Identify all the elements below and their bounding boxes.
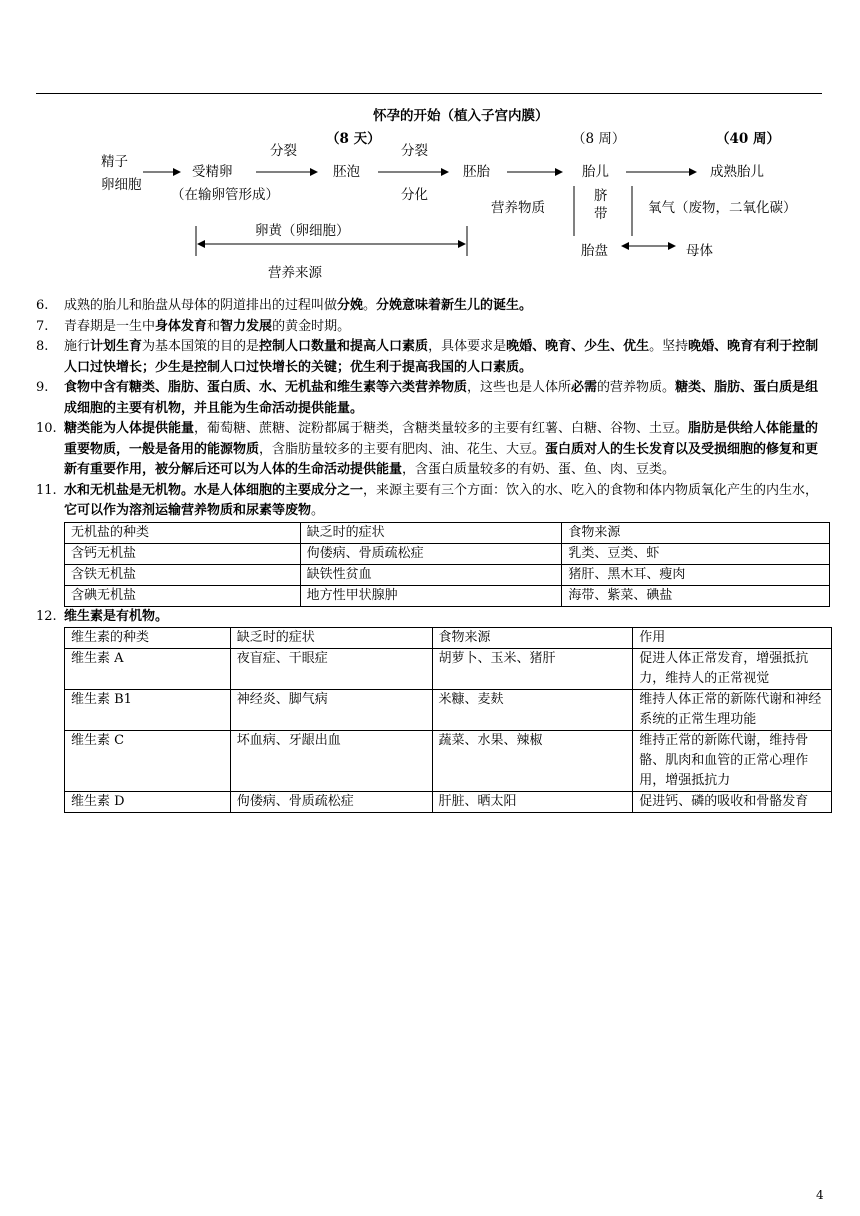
item-text: 为基本国策的目的是 — [142, 339, 260, 354]
item-text: 青春期是一生中 — [64, 318, 156, 334]
item-text: ，葡萄糖、蔗糖、淀粉都属于糖类，含糖类量较多的主要有红薯、白糖、谷物、土豆。 — [194, 421, 689, 436]
table-cell: 含碘无机盐 — [65, 585, 301, 606]
table-header-cell: 维生素的种类 — [65, 628, 231, 649]
table-cell: 坏血病、牙龈出血 — [230, 731, 432, 792]
label-umbilical-cord: 脐带 — [594, 188, 608, 222]
item-text: ，具体要求是 — [428, 339, 507, 354]
item-text: 糖类、脂肪、蛋白质是组成细胞的主要有机物，并且能为生命活动提供能量。 — [64, 380, 819, 416]
item-text: 身体发育 — [155, 318, 208, 334]
pregnancy-diagram — [0, 0, 860, 300]
item-text: 必需 — [571, 380, 598, 395]
label-8-days: （8 天） — [326, 131, 381, 147]
item-text: 计划生育 — [90, 339, 143, 354]
label-placenta: 胎盘 — [581, 243, 608, 259]
diagram-arrows — [0, 0, 860, 300]
table-cell: 维持人体正常的新陈代谢和神经系统的正常生理功能 — [633, 690, 832, 731]
table-cell: 维生素 D — [65, 792, 231, 813]
table-row — [65, 543, 830, 564]
table-cell: 含铁无机盐 — [65, 564, 301, 585]
table-header-cell: 缺乏时的症状 — [300, 522, 562, 543]
table-row — [65, 564, 830, 585]
table-cell: 维生素 B1 — [65, 690, 231, 731]
item-text: ，含脂肪量较多的主要有肥肉、油、花生、大豆。 — [259, 441, 546, 457]
page-number: 4 — [816, 1188, 824, 1202]
list-item — [36, 419, 828, 481]
table-cell: 佝偻病、骨质疏松症 — [230, 792, 432, 813]
item-text: 和 — [207, 318, 221, 334]
table-cell: 米糠、麦麸 — [432, 690, 633, 731]
item-text: 成熟的胎儿和胎盘从母体的阴道排出的过程叫做 — [64, 298, 338, 313]
list-item — [36, 481, 828, 522]
table-cell: 乳类、豆类、虾 — [562, 543, 830, 564]
item-number: 9. — [36, 380, 49, 395]
table-header-row — [65, 628, 832, 649]
label-oxygen: 氧气（废物，二氧化碳） — [648, 200, 797, 216]
label-split-1: 分裂 — [270, 143, 297, 159]
table-cell: 缺铁性贫血 — [300, 564, 562, 585]
list-item — [36, 337, 828, 378]
table-row — [65, 731, 832, 792]
label-40-weeks: （40 周） — [716, 131, 780, 147]
item-text: ，含蛋白质量较多的有奶、蛋、鱼、肉、豆类。 — [402, 462, 676, 477]
item-text: 。 — [363, 298, 377, 313]
table-header-cell: 无机盐的种类 — [65, 522, 301, 543]
list-item — [36, 378, 828, 419]
item-text: 晚婚、晚育、少生、优生 — [506, 339, 650, 354]
item-text: 智力发展 — [220, 318, 273, 334]
label-fetus: 胎儿 — [582, 164, 609, 180]
list-item-12 — [36, 607, 828, 628]
item-text: 分娩 — [337, 298, 364, 313]
table-cell: 佝偻病、骨质疏松症 — [300, 543, 562, 564]
item-text: 晚婚、晚育有利于控制人口过快增长；少生是控制人口过快增长的关键；优生利于提高我国的人口素质。 — [64, 339, 819, 375]
item-number: 11. — [36, 482, 57, 498]
table-cell: 维生素 A — [65, 649, 231, 690]
label-egg: 卵细胞 — [101, 177, 142, 193]
table-cell: 促进钙、磷的吸收和骨骼发育 — [633, 792, 832, 813]
item-text: 的营养物质。 — [597, 380, 676, 395]
label-sperm: 精子 — [101, 154, 128, 170]
table-cell: 地方性甲状腺肿 — [300, 585, 562, 606]
mineral-table — [64, 522, 830, 607]
label-zygote-note: （在输卵管形成） — [171, 187, 279, 203]
item-text: 食物中含有糖类、脂肪、蛋白质、水、无机盐和维生素等六类营养物质 — [64, 380, 468, 395]
notes-list — [36, 296, 828, 813]
label-differentiate: 分化 — [401, 187, 428, 203]
table-cell: 蔬菜、水果、辣椒 — [432, 731, 633, 792]
item-text: 脂肪是供给人体能量的重要物质，一般是备用的能源物质 — [64, 421, 819, 457]
table-cell: 促进人体正常发育，增强抵抗力，维持人的正常视觉 — [633, 649, 832, 690]
table-cell: 维持正常的新陈代谢，维持骨骼、肌肉和血管的正常心理作用，增强抵抗力 — [633, 731, 832, 792]
item-text: 控制人口数量和提高人口素质 — [259, 339, 429, 354]
table-row — [65, 585, 830, 606]
table-header-cell: 缺乏时的症状 — [230, 628, 432, 649]
table-cell: 肝脏、晒太阳 — [432, 792, 633, 813]
item-text: 它可以作为溶剂运输营养物质和尿素等废物 — [64, 503, 312, 518]
item-number: 10. — [36, 421, 57, 436]
table-header-cell: 食物来源 — [562, 522, 830, 543]
label-split-2: 分裂 — [401, 143, 428, 159]
label-8-weeks: （8 周） — [572, 131, 626, 147]
item-text: 分娩意味着新生儿的诞生。 — [376, 298, 533, 313]
table-row — [65, 792, 832, 813]
item-number: 6. — [36, 298, 49, 313]
item-number: 7. — [36, 318, 49, 334]
item-text: 蛋白质对人的生长发育以及受损细胞的修复和更新有重要作用，被分解后还可以为人体的生命活动提供能量 — [64, 441, 819, 477]
item-text: 水和无机盐是无机物。水是人体细胞的主要成分之一 — [64, 482, 364, 498]
vitamin-table — [64, 627, 832, 813]
table-cell: 夜盲症、干眼症 — [230, 649, 432, 690]
label-embryo: 胚胎 — [463, 164, 490, 180]
diagram-title: 怀孕的开始（植入子宫内膜） — [373, 108, 549, 124]
list-item — [36, 296, 828, 317]
item-text: 。 — [311, 503, 325, 518]
item-text: 。坚持 — [649, 339, 689, 354]
table-cell: 胡萝卜、玉米、猪肝 — [432, 649, 633, 690]
label-zygote: 受精卵 — [192, 164, 233, 180]
label-nutrition-source: 营养来源 — [268, 265, 322, 281]
label-blastocyst: 胚泡 — [333, 164, 360, 180]
label-mother: 母体 — [686, 243, 713, 259]
table-cell: 神经炎、脚气病 — [230, 690, 432, 731]
label-nutrients: 营养物质 — [491, 200, 545, 216]
item-text: ，这些也是人体所 — [467, 380, 572, 395]
item-number: 8. — [36, 339, 49, 354]
table-header-cell: 食物来源 — [432, 628, 633, 649]
table-header-cell: 作用 — [633, 628, 832, 649]
label-yolk: 卵黄（卵细胞） — [255, 223, 350, 239]
table-cell: 维生素 C — [65, 731, 231, 792]
table-cell: 含钙无机盐 — [65, 543, 301, 564]
table-header-row — [65, 522, 830, 543]
list-item — [36, 317, 828, 338]
label-mature-fetus: 成熟胎儿 — [710, 164, 764, 180]
item-text: 维生素是有机物。 — [64, 608, 169, 624]
table-row — [65, 649, 832, 690]
table-cell: 猪肝、黑木耳、瘦肉 — [562, 564, 830, 585]
item-text: 施行 — [64, 339, 91, 354]
item-text: 的黄金时期。 — [272, 318, 351, 334]
item-text: ，来源主要有三个方面：饮入的水、吃入的食物和体内物质氧化产生的内生水， — [363, 482, 819, 498]
table-row — [65, 690, 832, 731]
item-number: 12. — [36, 608, 57, 624]
item-text: 糖类能为人体提供能量 — [64, 421, 195, 436]
table-cell: 海带、紫菜、碘盐 — [562, 585, 830, 606]
